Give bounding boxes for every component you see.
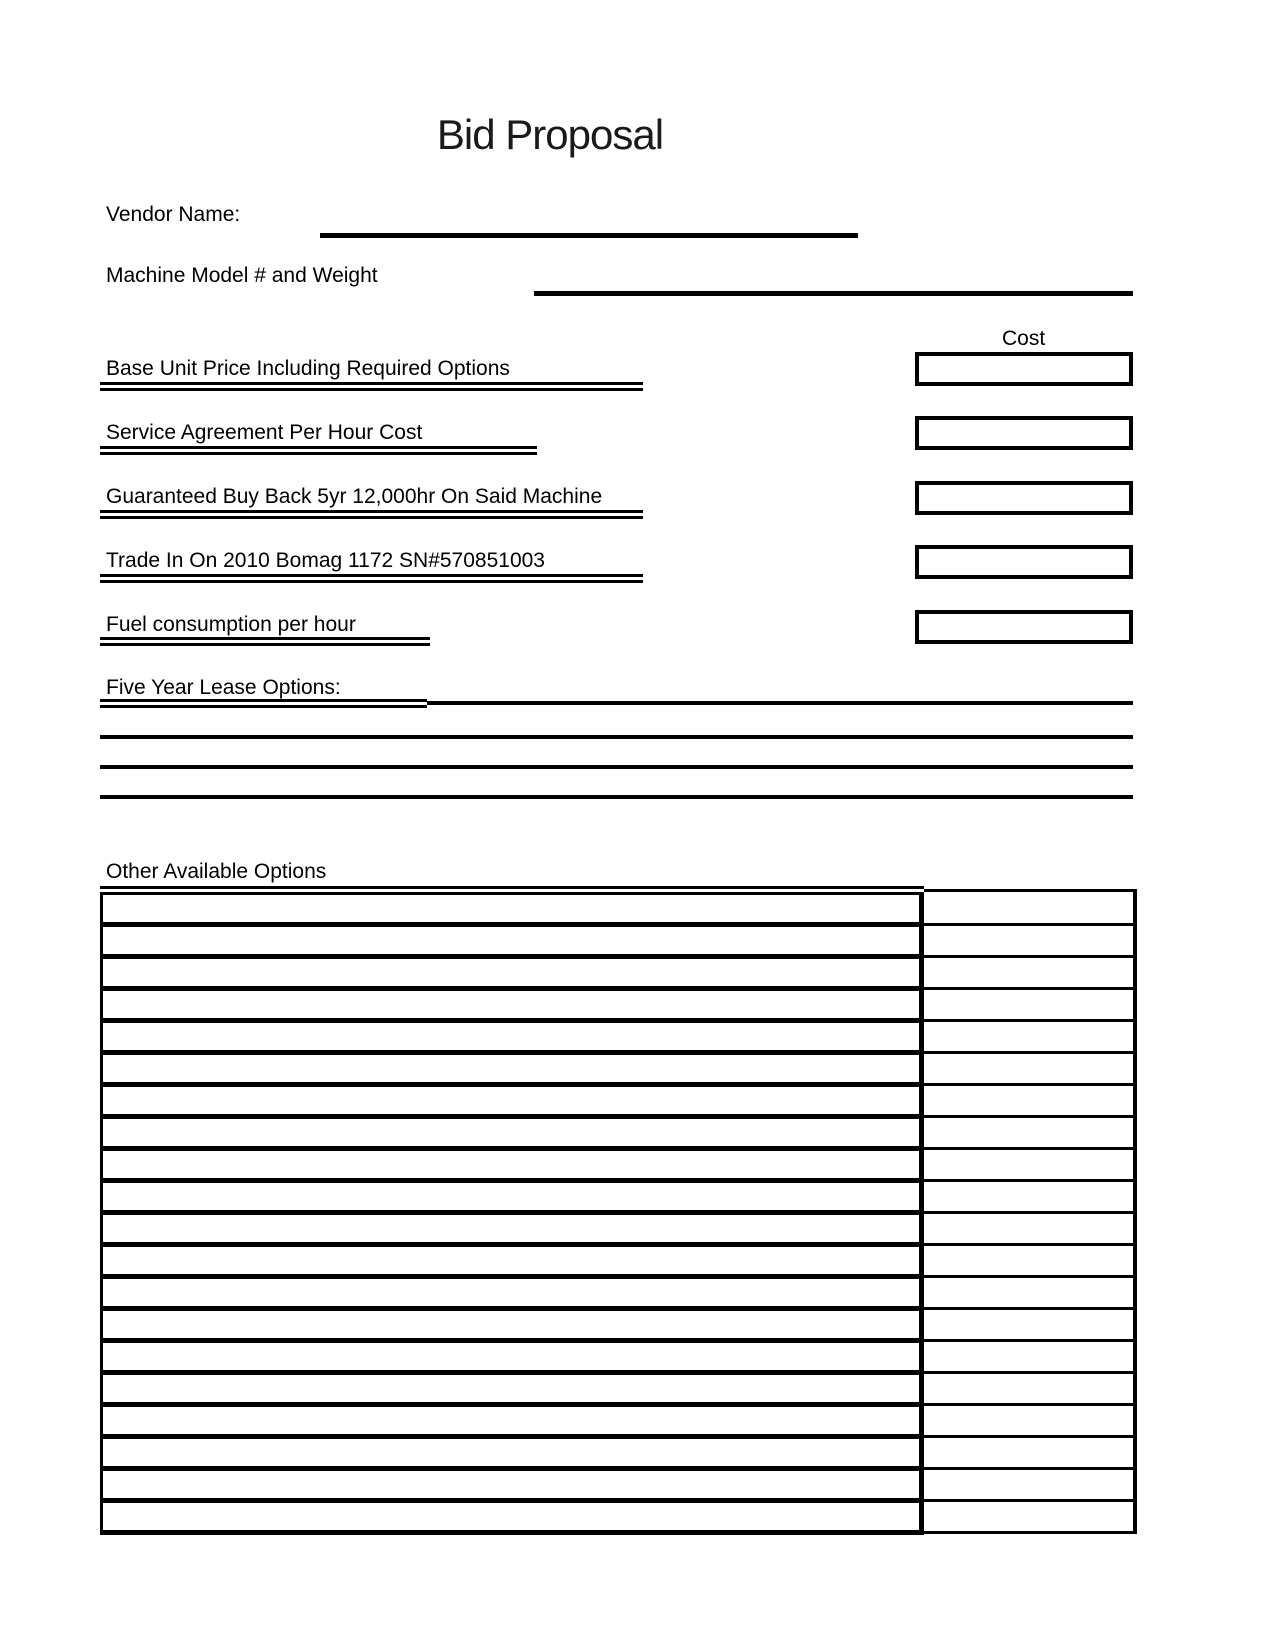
option-cost-cell[interactable]	[922, 1373, 1136, 1405]
lease-options-blank-line-4[interactable]	[100, 795, 1133, 799]
option-description-cell[interactable]	[102, 1501, 922, 1533]
option-cost-cell[interactable]	[922, 1213, 1136, 1245]
option-description-cell[interactable]	[102, 1181, 922, 1213]
option-cost-cell[interactable]	[922, 925, 1136, 957]
option-description-cell[interactable]	[102, 1085, 922, 1117]
machine-model-label: Machine Model # and Weight	[106, 264, 378, 287]
option-cost-cell[interactable]	[922, 989, 1136, 1021]
option-description-cell[interactable]	[102, 957, 922, 989]
trade-in-label: Trade In On 2010 Bomag 1172 SN#570851003	[106, 549, 545, 572]
page-title: Bid Proposal	[436, 111, 664, 158]
lease-options-blank-line-2[interactable]	[100, 735, 1133, 739]
option-description-cell[interactable]	[102, 1149, 922, 1181]
machine-model-blank-line[interactable]	[534, 291, 1133, 296]
other-options-label: Other Available Options	[106, 860, 327, 883]
option-cost-cell[interactable]	[922, 1245, 1136, 1277]
option-row	[102, 1149, 1136, 1181]
option-row	[102, 1117, 1136, 1149]
option-cost-cell[interactable]	[922, 1053, 1136, 1085]
option-cost-cell[interactable]	[922, 1341, 1136, 1373]
option-cost-cell[interactable]	[922, 1309, 1136, 1341]
buy-back-underline	[100, 510, 643, 519]
option-cost-cell[interactable]	[922, 1149, 1136, 1181]
buy-back-label: Guaranteed Buy Back 5yr 12,000hr On Said Machine	[106, 485, 603, 508]
option-description-cell[interactable]	[102, 989, 922, 1021]
option-row	[102, 1309, 1136, 1341]
service-agreement-label: Service Agreement Per Hour Cost	[106, 421, 423, 444]
base-unit-price-label: Base Unit Price Including Required Options	[106, 357, 510, 380]
option-description-cell[interactable]	[102, 1277, 922, 1309]
lease-options-label: Five Year Lease Options:	[106, 676, 341, 699]
option-cost-cell[interactable]	[922, 957, 1136, 989]
option-description-cell[interactable]	[102, 1053, 922, 1085]
lease-options-blank-line-3[interactable]	[100, 765, 1133, 769]
base-unit-price-underline	[100, 382, 643, 391]
option-row	[102, 1469, 1136, 1501]
fuel-consumption-cost-box[interactable]	[915, 610, 1133, 644]
other-options-table-body	[102, 891, 1136, 1533]
option-cost-cell[interactable]	[922, 1085, 1136, 1117]
lease-options-blank-line-1[interactable]	[427, 701, 1133, 705]
option-cost-cell[interactable]	[922, 1501, 1136, 1533]
option-description-cell[interactable]	[102, 1341, 922, 1373]
option-row	[102, 957, 1136, 989]
option-row	[102, 989, 1136, 1021]
cost-column-header: Cost	[1002, 327, 1046, 350]
lease-options-label-underline	[100, 699, 427, 708]
option-description-cell[interactable]	[102, 1245, 922, 1277]
option-cost-cell[interactable]	[922, 1277, 1136, 1309]
option-cost-cell[interactable]	[922, 1021, 1136, 1053]
option-cost-cell[interactable]	[922, 1437, 1136, 1469]
option-cost-cell[interactable]	[922, 891, 1136, 925]
option-description-cell[interactable]	[102, 1021, 922, 1053]
option-row	[102, 1021, 1136, 1053]
service-agreement-cost-box[interactable]	[915, 416, 1133, 450]
option-cost-cell[interactable]	[922, 1117, 1136, 1149]
option-description-cell[interactable]	[102, 891, 922, 925]
option-row	[102, 1085, 1136, 1117]
option-description-cell[interactable]	[102, 1213, 922, 1245]
option-row	[102, 1373, 1136, 1405]
service-agreement-underline	[100, 446, 537, 455]
buy-back-cost-box[interactable]	[915, 481, 1133, 515]
option-description-cell[interactable]	[102, 1469, 922, 1501]
option-description-cell[interactable]	[102, 1373, 922, 1405]
option-cost-cell[interactable]	[922, 1469, 1136, 1501]
option-description-cell[interactable]	[102, 925, 922, 957]
option-description-cell[interactable]	[102, 1309, 922, 1341]
option-row	[102, 891, 1136, 925]
option-row	[102, 1405, 1136, 1437]
fuel-consumption-underline	[100, 637, 430, 646]
option-cost-cell[interactable]	[922, 1405, 1136, 1437]
fuel-consumption-label: Fuel consumption per hour	[106, 613, 356, 636]
vendor-name-label: Vendor Name:	[106, 203, 241, 226]
option-description-cell[interactable]	[102, 1437, 922, 1469]
option-row	[102, 1341, 1136, 1373]
option-row	[102, 1437, 1136, 1469]
option-cost-cell[interactable]	[922, 1181, 1136, 1213]
other-options-table	[100, 886, 1137, 1535]
trade-in-cost-box[interactable]	[915, 545, 1133, 579]
option-row	[102, 1245, 1136, 1277]
trade-in-underline	[100, 574, 643, 583]
option-description-cell[interactable]	[102, 1117, 922, 1149]
option-row	[102, 1053, 1136, 1085]
option-row	[102, 925, 1136, 957]
base-unit-price-cost-box[interactable]	[915, 352, 1133, 386]
option-description-cell[interactable]	[102, 1405, 922, 1437]
option-row	[102, 1277, 1136, 1309]
vendor-name-blank-line[interactable]	[320, 233, 858, 238]
option-row	[102, 1501, 1136, 1533]
option-row	[102, 1213, 1136, 1245]
option-row	[102, 1181, 1136, 1213]
